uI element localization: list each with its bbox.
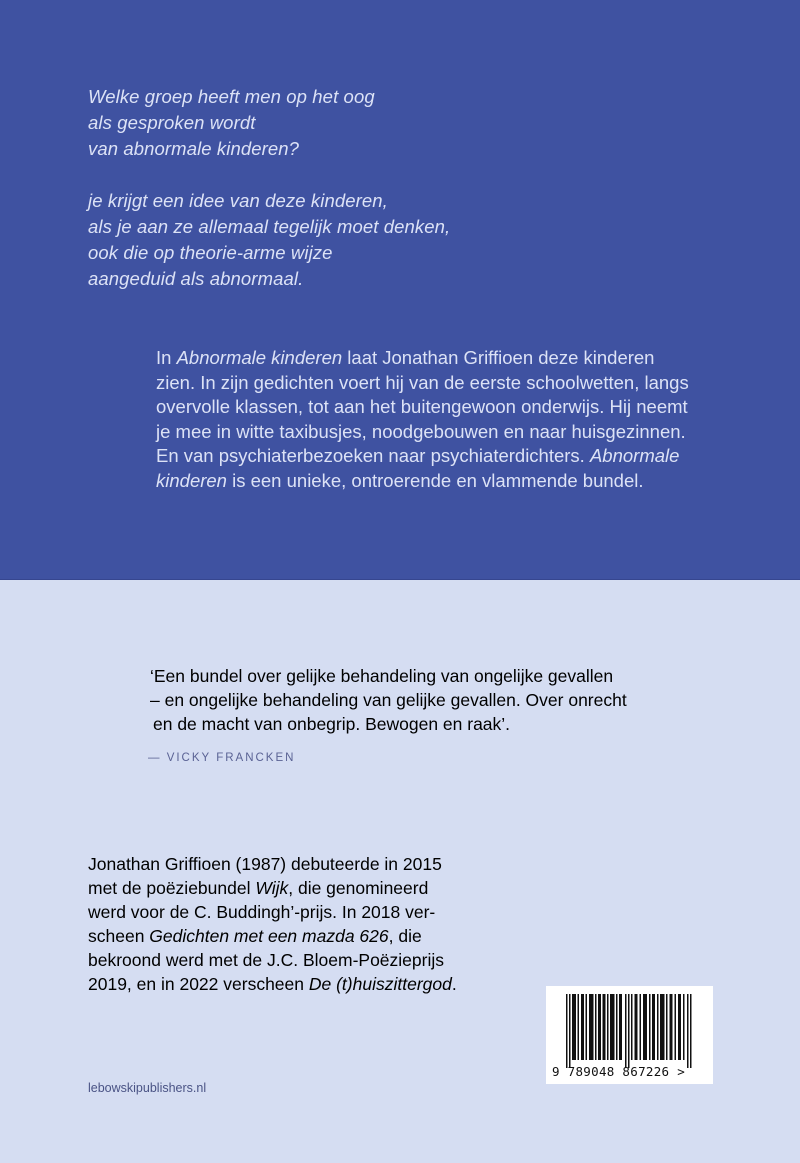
review-quote: [150, 664, 750, 736]
blurb-line: overvolle klassen, tot aan het buitengewoon onderwijs. Hij neemt: [156, 396, 688, 417]
book-title: Gedichten met een mazda 626: [149, 926, 389, 946]
bio-line: [88, 924, 488, 948]
quote-line: ‘Een bundel over gelijke behandeling van ongelijke gevallen: [150, 666, 614, 686]
bio-text: 2019, en in 2022 verscheen: [88, 974, 309, 994]
bio-text: scheen: [88, 926, 150, 946]
bio-line: bekroond werd met de J.C. Bloem-Poëzieprijs: [88, 950, 444, 970]
back-cover-top-panel: [0, 0, 800, 580]
bio-text: .: [451, 974, 457, 994]
book-title: Abnormale kinderen: [176, 347, 343, 368]
quote-line: en de macht van onbegrip. Bewogen en raak’.: [153, 714, 511, 734]
blurb-line: je mee in witte taxibusjes, noodgebouwen en naar huisgezinnen.: [156, 420, 686, 442]
poem-line: je krijgt een idee van deze kinderen,: [88, 190, 388, 211]
blurb-text: En van psychiaterbezoeken naar psychiaterdichters.: [156, 445, 590, 466]
publisher-website[interactable]: lebowskipublishers.nl: [88, 1081, 207, 1095]
bio-line: [88, 972, 488, 996]
quote-attribution: — VICKY FRANCKEN: [148, 752, 296, 764]
poem-line: van abnormale kinderen?: [88, 138, 300, 159]
poem-line: aangeduid als abnormaal.: [88, 268, 304, 289]
blurb-text: laat Jonathan Griffioen deze kinderen: [342, 347, 655, 368]
book-title: Wijk: [255, 878, 289, 898]
bio-text: , die genomineerd: [288, 878, 429, 898]
author-bio: [88, 852, 488, 996]
book-title: De (t)huiszittergod: [308, 974, 452, 994]
poem-line: als gesproken wordt: [88, 112, 256, 133]
isbn-digits: 9 789048 867226 >: [552, 1064, 686, 1079]
blurb-line: [156, 444, 716, 469]
poem-line: ook die op theorie-arme wijze: [88, 242, 333, 263]
poem-line: Welke groep heeft men op het oog: [88, 86, 375, 107]
blurb-text: is een unieke, ontroerende en vlammende bundel.: [226, 469, 644, 491]
blurb-line: [156, 469, 716, 494]
bio-line: Jonathan Griffioen (1987) debuteerde in 2015: [88, 854, 442, 874]
blurb-line: zien. In zijn gedichten voert hij van de eerste schoolwetten, langs: [156, 371, 689, 393]
barcode-icon: [566, 994, 692, 1068]
blurb-text: In: [156, 347, 177, 368]
book-blurb: [156, 346, 716, 493]
poem-excerpt: [88, 84, 450, 292]
book-title: kinderen: [156, 469, 227, 491]
bio-line: werd voor de C. Buddingh’-prijs. In 2018 ver-: [88, 902, 436, 922]
quote-line: – en ongelijke behandeling van gelijke gevallen. Over onrecht: [150, 690, 627, 710]
book-title: Abnormale: [589, 445, 680, 466]
bio-line: [88, 876, 488, 900]
isbn-barcode: [546, 986, 713, 1084]
bio-text: , die: [388, 926, 422, 946]
poem-line: als je aan ze allemaal tegelijk moet denken,: [88, 216, 451, 237]
stanza-gap: [88, 162, 450, 188]
bio-text: met de poëziebundel: [88, 878, 256, 898]
blurb-line: [156, 346, 716, 371]
